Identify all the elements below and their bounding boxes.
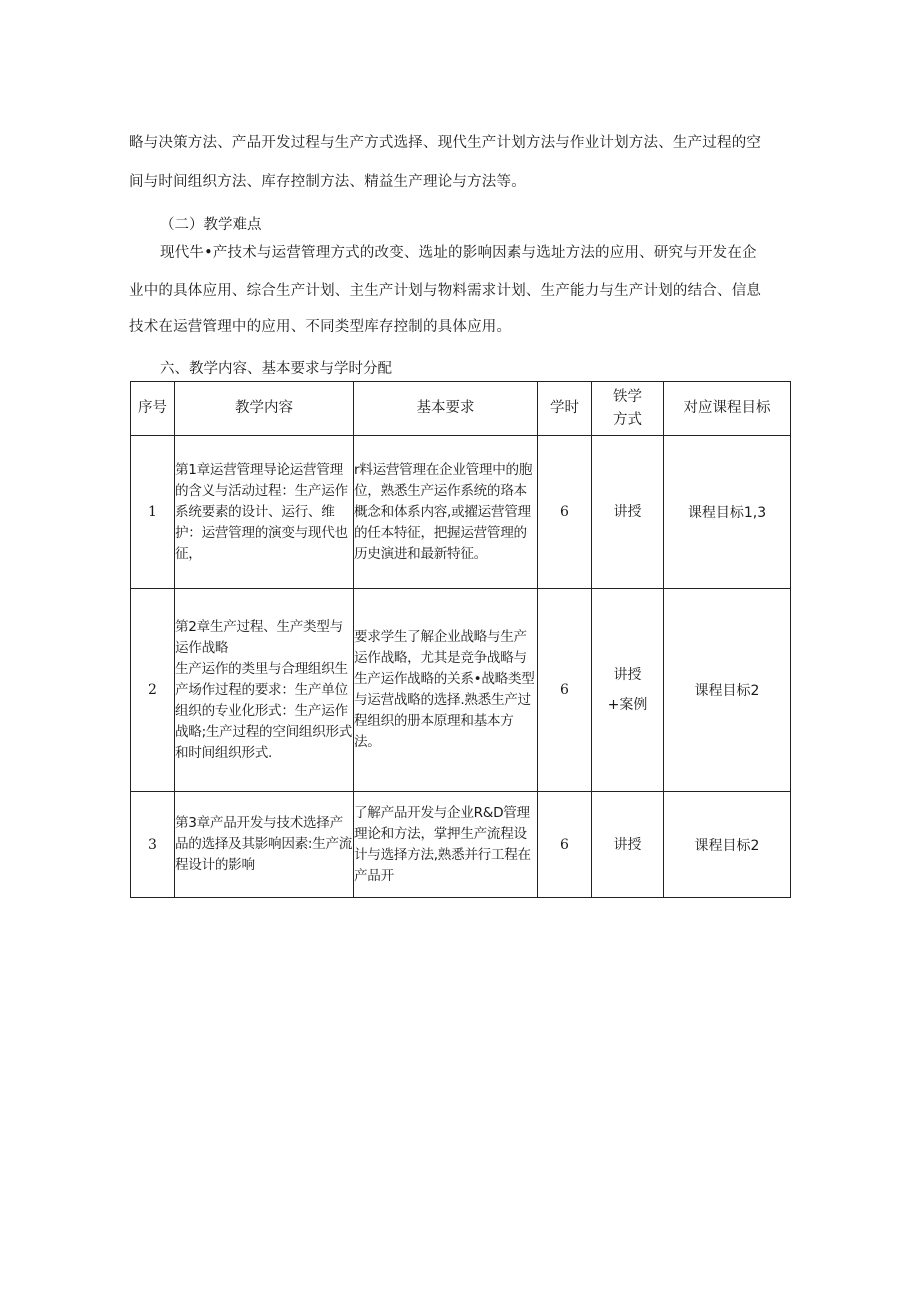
paragraph-difficulty-line3: 技术在运营管理中的应用、不同类型库存控制的具体应用。 — [129, 319, 512, 335]
row-requirement: 了解产品开发与企业R&D管理理论和方法，掌押生产流程设计与选择方法,熟悉并行工程在产品开 — [354, 792, 538, 898]
paragraph-difficulty-line1: 现代牛•产技术与运营管理方式的改变、选址的影响因素与选址方法的应用、研究与开发在企 — [160, 245, 757, 261]
paragraph-difficulty-line2: 业中的具体应用、综合生产计划、主生产计划与物料需求计划、生产能力与生产计划的结合、信息 — [129, 283, 762, 299]
table-row — [131, 589, 791, 792]
row-method — [592, 589, 664, 792]
row-requirement: 要求学生了解企业战略与生产运作战略，尤其是竞争战略与生产运作战略的关系•战略类型与运营战略的选择.熟悉生产过程组织的册本原理和基本方法。 — [354, 589, 538, 792]
row-index: 2 — [131, 589, 175, 792]
header-index: 序号 — [131, 382, 175, 436]
section-heading: 六、教学内容、基本要求与学时分配 — [160, 361, 392, 377]
row-method-line1: 讲授 — [613, 667, 642, 683]
row-content: 第3章产品开发与技术选择产品的选择及其影响因素:生产流程设计的影响 — [175, 792, 354, 898]
row-hours: 6 — [538, 792, 592, 898]
row-index: 3 — [131, 792, 175, 898]
paragraph-key-points-line1: 略与决策方法、产品开发过程与生产方式选择、现代生产计划方法与作业计划方法、生产过程的空 — [129, 135, 762, 151]
header-content: 教学内容 — [175, 382, 354, 436]
row-method — [592, 436, 664, 589]
row-goal: 课程目标2 — [664, 792, 791, 898]
row-content: 第1章运营管理导论运营管理的含义与活动过程：生产运作系统要素的设计、运行、维护：运营管理的演变与现代也征， — [175, 436, 354, 589]
row-index: 1 — [131, 436, 175, 589]
header-hours: 学时 — [538, 382, 592, 436]
row-hours: 6 — [538, 589, 592, 792]
table-row — [131, 436, 791, 589]
row-method-line1: 讲授 — [613, 836, 642, 853]
header-goal: 对应课程目标 — [664, 382, 791, 436]
row-content: 第2章生产过程、生产类型与运作战略 生产运作的类里与合理组织生产场作过程的要求：生产单位组织的专业化形式：生产运作战略;生产过程的空间组织形式和时间组织形式. — [175, 589, 354, 792]
paragraph-key-points-line2: 间与时间组织方法、库存控制方法、精益生产理论与方法等。 — [129, 174, 526, 190]
row-method — [592, 792, 664, 898]
header-requirement: 基本要求 — [354, 382, 538, 436]
table-row — [131, 792, 791, 898]
row-method-line2: +案例 — [607, 697, 648, 713]
difficulty-heading: （二）教学难点 — [160, 217, 262, 233]
row-goal: 课程目标1,3 — [664, 436, 791, 589]
row-method-line1: 讲授 — [613, 504, 642, 520]
row-hours: 6 — [538, 436, 592, 589]
row-goal: 课程目标2 — [664, 589, 791, 792]
teaching-plan-table — [130, 381, 791, 898]
header-method — [592, 382, 664, 436]
header-method-line2: 方式 — [613, 411, 642, 428]
table-header-row — [131, 382, 791, 436]
row-requirement: r料运营管理在企业管理中的胞位，熟悉生产运作系统的珞本概念和体系内容,或擢运营管理的任本特征，把握运营管理的历史演进和最新特征。 — [354, 436, 538, 589]
header-method-line1: 铁学 — [613, 389, 642, 406]
